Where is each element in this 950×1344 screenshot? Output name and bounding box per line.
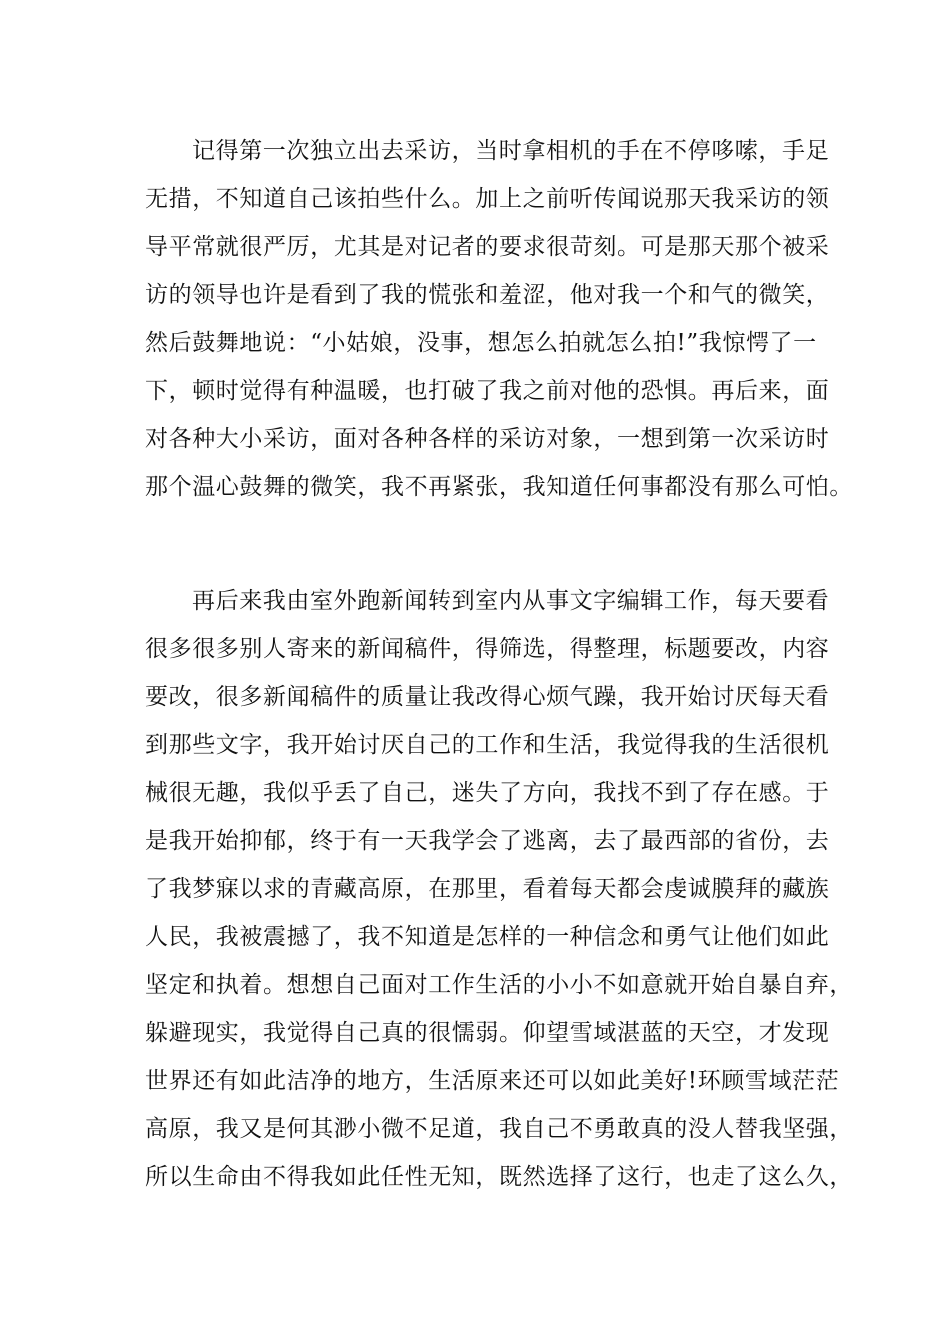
text-line: 再后来我由室外跑新闻转到室内从事文字编辑工作，每天要看 — [192, 588, 830, 614]
text-line: 高原，我又是何其渺小微不足道，我自己不勇敢真的没人替我坚强， — [145, 1116, 853, 1142]
text-line: 坚定和执着。想想自己面对工作生活的小小不如意就开始自暴自弃， — [145, 972, 853, 998]
text-line: 无措，不知道自己该拍些什么。加上之前听传闻说那天我采访的领 — [145, 186, 830, 212]
text-line: 那个温心鼓舞的微笑，我不再紧张，我知道任何事都没有那么可怕。 — [145, 474, 853, 500]
text-line: 械很无趣，我似乎丢了自己，迷失了方向，我找不到了存在感。于 — [145, 780, 830, 806]
text-line: 到那些文字，我开始讨厌自己的工作和生活，我觉得我的生活很机 — [145, 732, 830, 758]
text-line: 访的领导也许是看到了我的慌张和羞涩，他对我一个和气的微笑， — [145, 282, 830, 308]
text-line: 躲避现实，我觉得自己真的很懦弱。仰望雪域湛蓝的天空，才发现 — [145, 1020, 830, 1046]
text-line: 导平常就很严厉，尤其是对记者的要求很苛刻。可是那天那个被采 — [145, 234, 830, 260]
text-line: 了我梦寐以求的青藏高原，在那里，看着每天都会虔诚膜拜的藏族 — [145, 876, 830, 902]
text-line: 世界还有如此洁净的地方，生活原来还可以如此美好!环顾雪域茫茫 — [145, 1068, 840, 1094]
text-line: 然后鼓舞地说：“小姑娘，没事，想怎么拍就怎么拍!”我惊愕了一 — [145, 330, 817, 356]
text-line: 记得第一次独立出去采访，当时拿相机的手在不停哆嗦，手足 — [192, 138, 830, 164]
text-line: 要改，很多新闻稿件的质量让我改得心烦气躁，我开始讨厌每天看 — [145, 684, 830, 710]
text-line: 很多很多别人寄来的新闻稿件，得筛选，得整理，标题要改，内容 — [145, 636, 830, 662]
text-line: 所以生命由不得我如此任性无知，既然选择了这行，也走了这么久， — [145, 1164, 853, 1190]
text-line: 对各种大小采访，面对各种各样的采访对象，一想到第一次采访时 — [145, 426, 830, 452]
text-line: 是我开始抑郁，终于有一天我学会了逃离，去了最西部的省份，去 — [145, 828, 830, 854]
text-line: 人民，我被震撼了，我不知道是怎样的一种信念和勇气让他们如此 — [145, 924, 830, 950]
text-line: 下，顿时觉得有种温暖，也打破了我之前对他的恐惧。再后来，面 — [145, 378, 830, 404]
